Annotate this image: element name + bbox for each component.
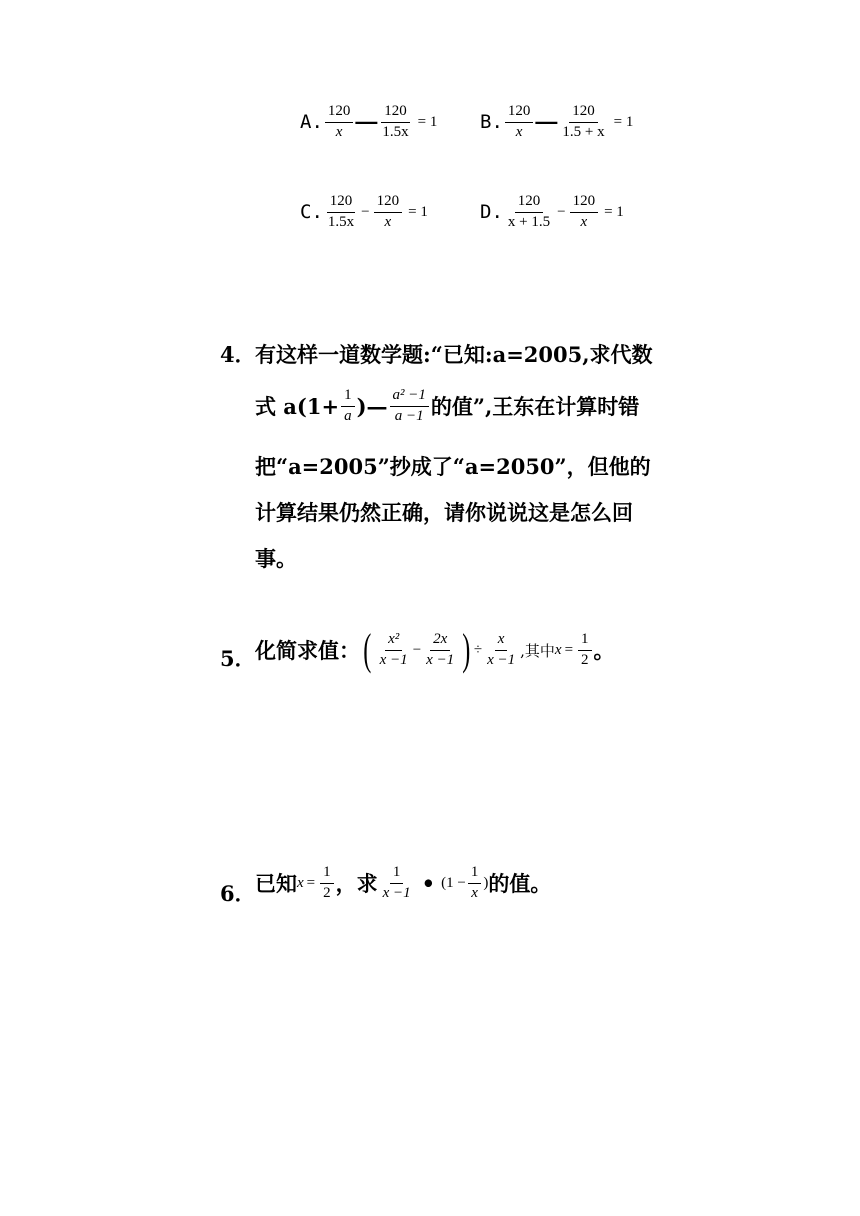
q6-text2: ，求 [335,871,378,897]
q4-frac1: $\frac{1}{a}$ [341,388,355,425]
q6-dot: • [421,870,436,896]
option-a-label: A. [300,111,323,134]
option-a [300,104,437,141]
q5-end: 。 [593,638,615,663]
q5-right-paren: ) [462,625,471,674]
option-a-op: — [355,109,378,135]
q5-minus: − [412,641,422,658]
q6-frac2: $\frac{1}{x}$ [468,865,482,902]
option-b-frac2: $\frac{120}{1.5 + x}$ [562,103,605,140]
option-a-rhs: = 1 [417,113,438,130]
q6-eq: = [306,874,316,891]
option-d-op: − [557,203,566,220]
option-d [480,194,624,231]
option-c-label: C. [300,201,323,224]
q4-line5: 事。 [255,546,297,571]
q6-paren-close: ) [483,874,489,891]
q6-text3: 的值。 [488,871,552,897]
q4-line2-pre: 式 a(1+ [255,394,340,420]
option-b-op: — [535,109,558,135]
q5-number: 5． [220,646,256,671]
option-c-op: − [361,203,370,220]
q5-text: 化简求值： [255,638,360,663]
option-b [480,104,633,141]
q4-line2 [255,388,639,425]
option-a-frac1: $\frac{120}{x}$ [325,104,354,141]
q6-text1: 已知 [255,871,297,897]
option-c-rhs: = 1 [408,203,428,220]
option-d-frac2: $\frac{120}{x}$ [570,194,599,231]
option-b-label: B. [480,111,503,134]
option-d-label: D. [480,201,503,224]
q5-left-paren: ( [363,625,372,674]
q6-value: $\frac{1}{2}$ [320,865,334,902]
option-d-frac1: $\frac{120}{x + 1.5}$ [507,193,551,230]
q4-number: 4． [220,342,256,367]
q5-frac2: $\frac{2x}{x -1}$ [426,630,455,668]
q5-where: ,其中 [520,641,555,660]
q4-frac2: $\frac{\text{a² −1}}{a -1}$ [390,388,429,425]
option-c-frac1: $\frac{120}{1.5x}$ [327,193,355,230]
q5-value: $\frac{1}{2}$ [578,632,592,669]
q5-var: x [554,641,562,658]
option-b-rhs: = 1 [613,113,634,130]
option-a-frac2: $\frac{120}{1.5x}$ [382,103,409,140]
option-d-rhs: = 1 [604,203,624,220]
q4-line4: 计算结果仍然正确，请你说说这是怎么回 [255,500,633,525]
q5-eq: = [564,641,574,658]
q4-line1: 有这样一道数学题:“已知:a=2005,求代数 [255,342,653,367]
option-c-frac2: $\frac{120}{x}$ [374,194,403,231]
q5-div: ÷ [473,641,483,658]
q6-var: x [297,874,304,891]
q4-line2-mid: )— [356,393,388,419]
q4-line3: 把“a=2005”抄成了“a=2050”，但他的 [255,454,651,479]
q6-line [255,865,551,902]
q6-paren-open: (1 − [441,874,466,891]
option-b-frac1: $\frac{120}{x}$ [505,104,534,141]
q5-line [255,625,615,674]
q6-frac1: $\frac{1}{x -1}$ [382,864,411,901]
q5-frac1: $\frac{\text{x²}}{x -1}$ [379,630,408,668]
q5-frac3: $\frac{x}{x -1}$ [487,630,516,668]
option-c [300,194,428,231]
q4-line2-post: 的值”,王东在计算时错 [430,394,640,420]
q6-number: 6． [220,881,256,906]
